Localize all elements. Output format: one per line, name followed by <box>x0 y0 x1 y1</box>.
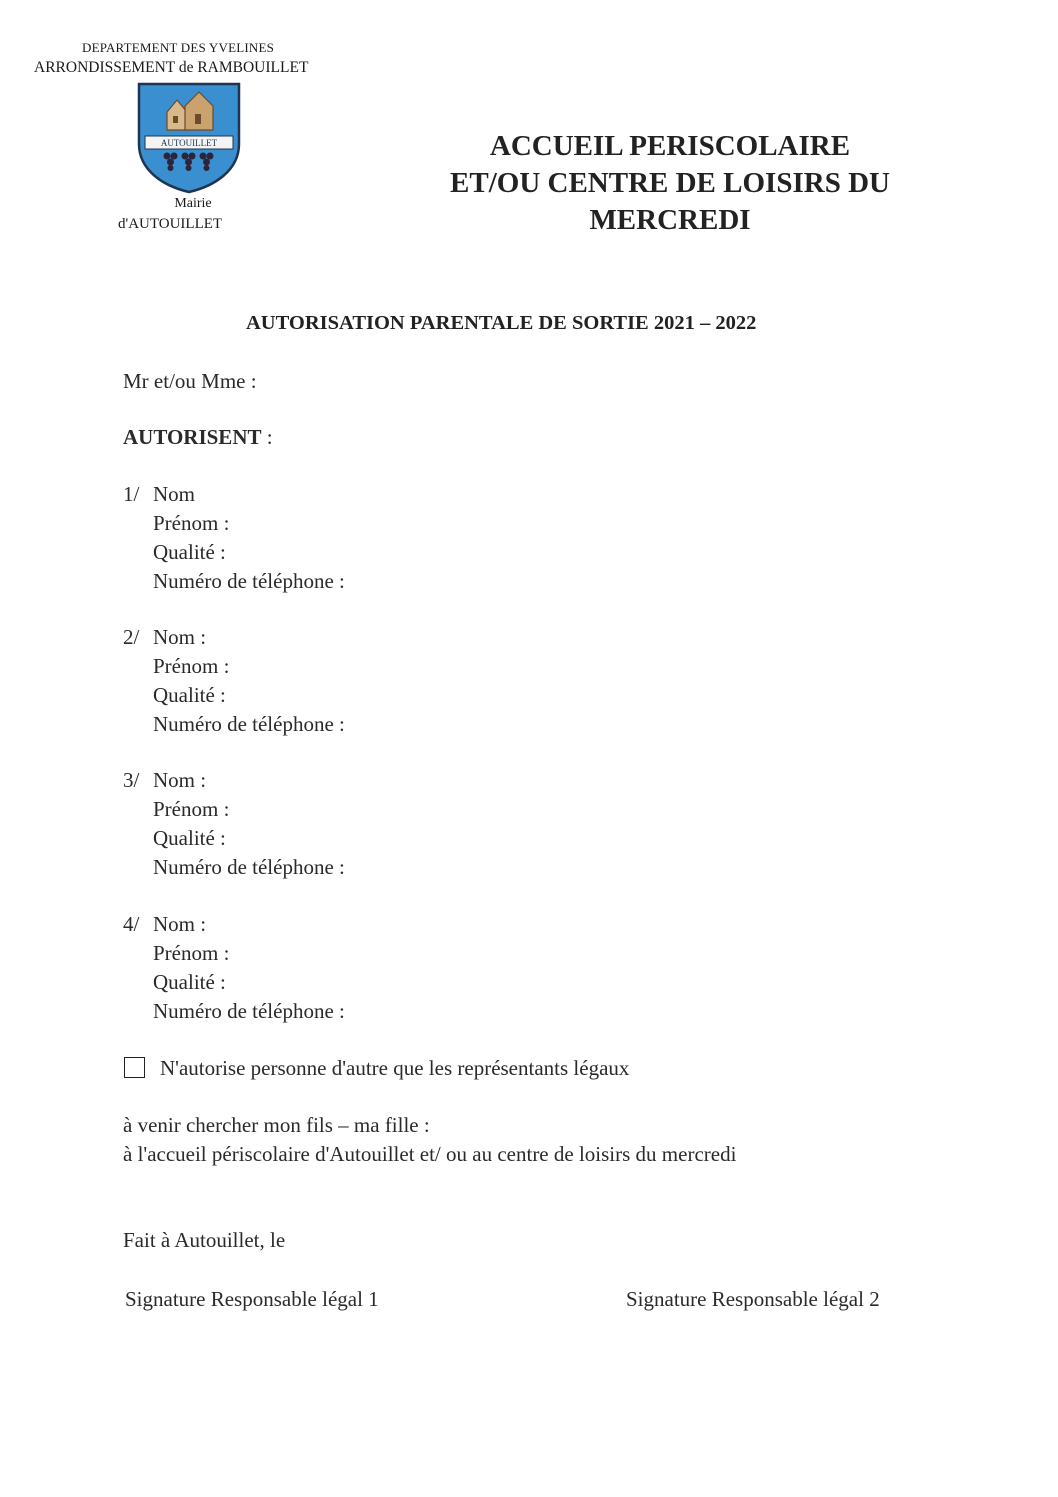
authorize-colon: : <box>261 425 273 449</box>
signature-2-label: Signature Responsable légal 2 <box>626 1287 880 1311</box>
pickup-line-1: à venir chercher mon fils – ma fille : <box>123 1113 430 1137</box>
crest-banner-text: AUTOUILLET <box>160 138 218 148</box>
person-1-qualite: Qualité : <box>153 540 226 564</box>
person-2-number: 2/ <box>123 625 140 649</box>
no-other-person-checkbox[interactable] <box>124 1057 145 1078</box>
person-2-nom: Nom : <box>153 625 207 649</box>
arrondissement-label: ARRONDISSEMENT de RAMBOUILLET <box>34 59 309 76</box>
person-1-prenom: Prénom : <box>153 511 230 535</box>
person-2-telephone: Numéro de téléphone : <box>153 712 345 736</box>
person-3-qualite: Qualité : <box>153 826 226 850</box>
person-2-qualite: Qualité : <box>153 683 226 707</box>
person-3-number: 3/ <box>123 768 140 792</box>
person-1-telephone: Numéro de téléphone : <box>153 569 345 593</box>
no-other-person-label: N'autorise personne d'autre que les représentants légaux <box>160 1056 630 1080</box>
pickup-line-2: à l'accueil périscolaire d'Autouillet et/ ou au centre de loisirs du mercredi <box>123 1142 737 1166</box>
crest-icon <box>137 82 241 194</box>
department-label: DEPARTEMENT DES YVELINES <box>82 40 275 55</box>
document-title <box>370 128 970 239</box>
person-4-telephone: Numéro de téléphone : <box>153 999 345 1023</box>
person-4-prenom: Prénom : <box>153 941 230 965</box>
person-3-prenom: Prénom : <box>153 797 230 821</box>
person-4-qualite: Qualité : <box>153 970 226 994</box>
mairie-label: Mairie <box>174 196 212 211</box>
title-line-3: MERCREDI <box>589 204 751 236</box>
person-1-number: 1/ <box>123 482 140 506</box>
title-line-1: ACCUEIL PERISCOLAIRE <box>489 130 851 162</box>
person-4-nom: Nom : <box>153 912 207 936</box>
person-2-prenom: Prénom : <box>153 654 230 678</box>
authorize-heading <box>123 425 273 450</box>
title-line-2: ET/OU CENTRE DE LOISIRS DU <box>450 167 890 199</box>
person-1-nom: Nom <box>153 482 195 506</box>
person-4-number: 4/ <box>123 912 140 936</box>
mairie-town-label: d'AUTOUILLET <box>118 216 223 232</box>
signature-1-label: Signature Responsable légal 1 <box>125 1287 379 1311</box>
person-3-telephone: Numéro de téléphone : <box>153 855 345 879</box>
person-3-nom: Nom : <box>153 768 207 792</box>
authorize-label: AUTORISENT <box>123 425 262 449</box>
form-subtitle: AUTORISATION PARENTALE DE SORTIE 2021 – 2022 <box>246 312 757 334</box>
place-date-label: Fait à Autouillet, le <box>123 1228 286 1252</box>
parents-label: Mr et/ou Mme : <box>123 369 257 393</box>
town-crest-logo <box>137 82 241 194</box>
